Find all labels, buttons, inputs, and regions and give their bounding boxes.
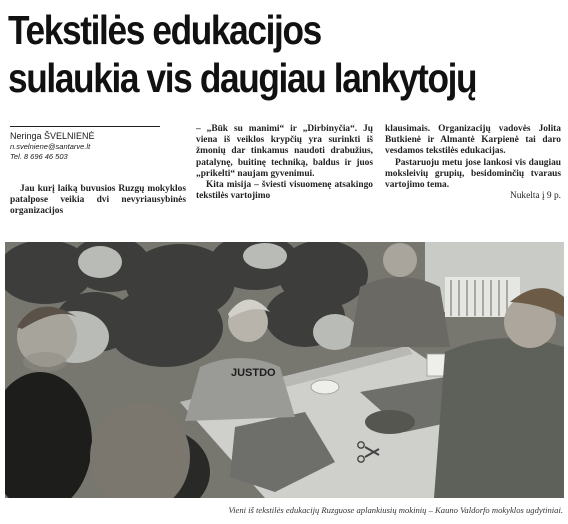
photo-caption: Vieni iš tekstilės edukacijų Ruzguose aplankiusių mokinių – Kauno Valdorfo mokyklos ugdytiniai. xyxy=(228,505,563,515)
classroom-photo-illustration xyxy=(5,242,564,498)
headline-line-1: Tekstilės edukacijos xyxy=(8,7,321,53)
article-column-3 xyxy=(385,124,561,202)
author-phone: Tel. 8 696 46 503 xyxy=(10,151,68,161)
continued-note: Nukelta į 9 p. xyxy=(509,191,561,202)
shirt-print: JUSTDO xyxy=(231,367,276,379)
headline xyxy=(8,6,483,102)
headline-line-2: sulaukia vis daugiau lankytojų xyxy=(8,55,477,101)
paragraph: Jau kurį laiką buvusios Ruzgų mokyklos patalpose veikia dvi nevyriausybinės organizacijos xyxy=(10,184,186,217)
paragraph: Pastaruoju metu jose lankosi vis daugiau moksleivių grupių, besidominčių tvaraus vartojimo tema. xyxy=(385,157,561,191)
paragraph: – „Būk su manimi“ ir „Dirbinyčia“. Jų viena iš veiklos krypčių yra surinkti iš žmonių dar tinkamus naudoti drabužius, patalynę, buitinę techniką, baldus ir juos „prikelti“ naujam gyvenimui. xyxy=(196,124,373,179)
paragraph: Kita misija – šviesti visuomenę atsakingo tekstilės vartojimo xyxy=(196,180,373,202)
byline-rule xyxy=(10,126,160,127)
author-email[interactable]: n.svelniene@santarve.lt xyxy=(10,142,91,151)
article-column-1 xyxy=(10,184,186,218)
byline xyxy=(10,126,160,161)
author-name: Neringa ŠVELNIENĖ xyxy=(10,131,95,141)
paragraph: klausimais. Organizacijų vadovės Jolita Butkienė ir Almantė Karpienė tai daro vesdamos tekstilės edukacijas. xyxy=(385,124,561,157)
article-column-2 xyxy=(196,124,373,202)
article-photo xyxy=(5,242,564,498)
